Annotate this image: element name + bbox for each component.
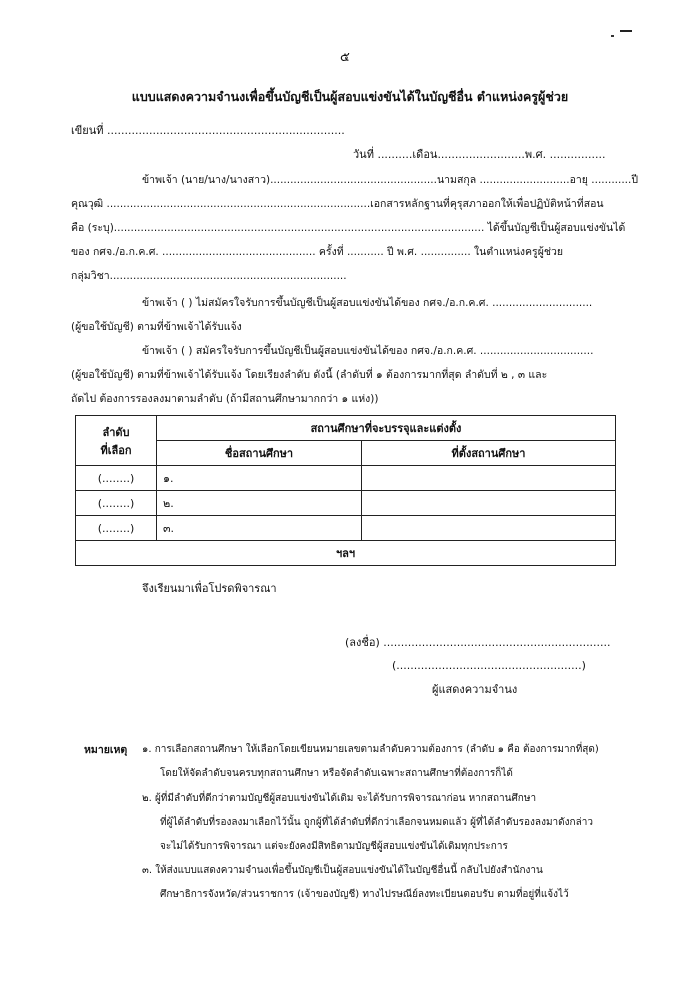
written-at-field[interactable]: เขียนที่ .................................................................... <box>71 124 345 137</box>
date-field[interactable]: วันที่ ..........เดือน.........................พ.ศ. ................ <box>353 148 606 161</box>
option-accept-line[interactable]: ข้าพเจ้า ( ) สมัครใจรับการขึ้นบัญชีเป็นผู้สอบแข่งขันได้ของ กศจ./อ.ก.ค.ศ. .................................. <box>142 345 594 357</box>
option-decline-line[interactable]: ข้าพเจ้า ( ) ไม่สมัครใจรับการขึ้นบัญชีเป็นผู้สอบแข่งขันได้ของ กศจ./อ.ก.ค.ศ. .............................. <box>142 297 593 309</box>
note-2-line-1: ๒. ผู้ที่มีลำดับที่ดีกว่าตามบัญชีผู้สอบแข่งขันได้เดิม จะได้รับการพิจารณาก่อน หากสถานศึกษา <box>142 793 537 804</box>
scan-mark <box>620 30 632 32</box>
header-school-group: สถานศึกษาที่จะบรรจุและแต่งตั้ง <box>157 416 616 441</box>
closing-respectfully: จึงเรียนมาเพื่อโปรดพิจารณา <box>142 582 277 595</box>
order-cell[interactable]: (........) <box>76 516 157 541</box>
school-choice-table <box>75 415 616 566</box>
option-accept-line-2: (ผู้ขอใช้บัญชี) ตามที่ข้าพเจ้าได้รับแจ้ง โดยเรียงลำดับ ดังนี้ (ลำดับที่ ๑ ต้องการมากที่สุด ลำดับที่ ๒ , ๓ และ <box>71 369 548 381</box>
notes-label: หมายเหตุ <box>84 744 128 756</box>
note-1-line-1: ๑. การเลือกสถานศึกษา ให้เลือกโดยเขียนหมายเลขตามลำดับความต้องการ (ลำดับ ๑ คือ ต้องการมากที่สุด) <box>142 744 599 755</box>
subject-group-line[interactable]: กลุ่มวิชา....................................................................... <box>71 270 347 282</box>
note-2-line-3: จะไม่ได้รับการพิจารณา แต่จะยังคงมีสิทธิตามบัญชีผู้สอบแข่งขันได้เดิมทุกประการ <box>160 841 508 852</box>
exam-account-line[interactable]: ของ กศจ./อ.ก.ค.ศ. .............................................. ครั้งที่ ........... ปี พ.ศ. ............... ในตำแหน่งครูผู้ช่วย <box>71 246 564 258</box>
signature-field[interactable]: (ลงชื่อ) ................................................................. <box>345 636 611 649</box>
note-2-line-2: ที่ผู้ได้ลำดับที่รองลงมาเลือกไว้นั้น ถูกผู้ที่ได้ลำดับที่ดีกว่าเลือกจนหมดแล้ว ผู้ที่ได้ลำดับรองลงมาดังกล่าว <box>160 817 593 828</box>
qualification-line[interactable]: คุณวุฒิ ...............................................................................เอกสารหลักฐานที่คุรุสภาออกให้เพื่อปฏิบัติหน้าที่สอน <box>71 198 604 210</box>
school-location-cell[interactable] <box>362 516 616 541</box>
school-location-cell[interactable] <box>362 466 616 491</box>
option-decline-line-2: (ผู้ขอใช้บัญชี) ตามที่ข้าพเจ้าได้รับแจ้ง <box>71 321 242 333</box>
page-number: ๕ <box>340 50 350 65</box>
header-school-name: ชื่อสถานศึกษา <box>157 441 362 466</box>
school-name-cell[interactable]: ๓. <box>157 516 362 541</box>
table-row <box>76 466 616 491</box>
table-footer-etc: ฯลฯ <box>76 541 616 566</box>
school-location-cell[interactable] <box>362 491 616 516</box>
header-order: ลำดับ ที่เลือก <box>76 416 157 466</box>
note-1-line-2: โดยให้จัดลำดับจนครบทุกสถานศึกษา หรือจัดลำดับเฉพาะสถานศึกษาที่ต้องการก็ได้ <box>160 768 513 779</box>
header-school-location: ที่ตั้งสถานศึกษา <box>362 441 616 466</box>
signer-role: ผู้แสดงความจำนง <box>432 683 518 696</box>
table-row <box>76 516 616 541</box>
note-3-line-1: ๓. ให้ส่งแบบแสดงความจำนงเพื่อขึ้นบัญชีเป็นผู้สอบแข่งขันได้ในบัญชีอื่นนี้ กลับไปยังสำนักงาน <box>142 865 543 876</box>
school-name-cell[interactable]: ๒. <box>157 491 362 516</box>
scan-mark <box>611 35 614 37</box>
order-cell[interactable]: (........) <box>76 466 157 491</box>
license-line[interactable]: คือ (ระบุ)............................................................................................................... ได้ขึ้นบัญชีเป็นผู้สอบแข่งขันได้ <box>71 222 626 234</box>
order-cell[interactable]: (........) <box>76 491 157 516</box>
table-row <box>76 491 616 516</box>
school-name-cell[interactable]: ๑. <box>157 466 362 491</box>
applicant-name-line[interactable]: ข้าพเจ้า (นาย/นาง/นางสาว)..................................................นามสกุล ...........................อายุ ............ปี <box>142 174 639 186</box>
page-title: แบบแสดงความจำนงเพื่อขึ้นบัญชีเป็นผู้สอบแข่งขันได้ในบัญชีอื่น ตำแหน่งครูผู้ช่วย <box>131 89 569 104</box>
printed-name-field[interactable]: (.....................................................) <box>392 659 586 672</box>
option-accept-line-3: ถัดไป ต้องการรองลงมาตามลำดับ (ถ้ามีสถานศึกษามากกว่า ๑ แห่ง)) <box>71 393 379 405</box>
note-3-line-2: ศึกษาธิการจังหวัด/ส่วนราชการ (เจ้าของบัญชี) ทางไปรษณีย์ลงทะเบียนตอบรับ ตามที่อยู่ที่แจ้งไว้ <box>160 889 569 900</box>
